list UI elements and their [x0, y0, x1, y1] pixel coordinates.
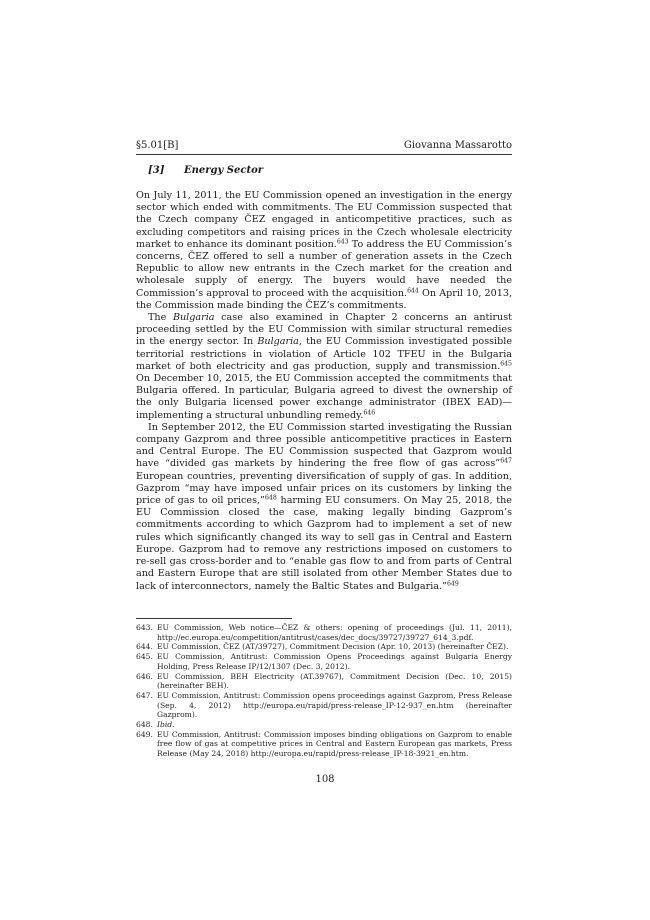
footnote-text: EU Commission, Antitrust: Commission imposes binding obligations on Gazprom to enable free flow of gas at competitive prices in Central and Eastern European gas markets, Press Release (May 24, 2018) http://europa.eu/rapid/press-release_IP-18-3921_en.htm. — [157, 729, 512, 759]
paragraph-gazprom — [136, 422, 512, 593]
page-number: 108 — [315, 774, 335, 785]
footnote-ref[interactable]: 645 — [500, 360, 512, 368]
footnote-text: EU Commission, Antitrust: Commission opens proceedings against Gazprom, Press Release (Sep. 4, 2012) http://europa.eu/rapid/press-release_IP-12-937_en.htm (hereinafter Gazprom). — [157, 690, 512, 720]
footnote-number: 649. — [136, 729, 153, 739]
footnote-number: 645. — [136, 652, 153, 662]
footnote-item — [136, 642, 512, 652]
text-run: On April 10, 2013, the Commission made binding the ČEZ’s commitments. — [136, 287, 512, 311]
footnote-number: 644. — [136, 642, 153, 652]
footnote-item — [136, 691, 512, 720]
case-name: Bulgaria — [257, 336, 299, 348]
footnote-number: 647. — [136, 690, 153, 700]
text-run: case also examined in Chapter 2 concerns an antirust proceeding settled by the EU Commission with similar structural remedies in the energy sector. In — [136, 312, 513, 348]
footnote-ref[interactable]: 648 — [264, 494, 277, 502]
paragraph-cez — [136, 190, 512, 312]
section-heading — [148, 164, 263, 177]
case-name: Bulgaria — [172, 312, 215, 324]
text-run: In September 2012, the EU Commission started investigating the Russian company Gazprom and three possible anticompetitive practices in Eastern and Central Europe. The EU Commission suspected that Gazprom would have “divided gas markets by hindering the free flow of gas across” — [136, 421, 512, 470]
footnote-text: EU Commission, Antitrust: Commission Opens Proceedings against Bulgaria Energy Holding, Press Release IP/12/1307 (Dec. 3, 2012). — [157, 652, 512, 671]
footnote-item — [136, 730, 512, 759]
text-run: On December 10, 2015, the EU Commission accepted the commitments that Bulgaria offered. In particular, Bulgaria agreed to divest the ownership of the only Bulgaria licensed power exchange administrator (IBEX EAD)—implementing a structural unbundling remedy. — [136, 373, 512, 421]
body-text — [136, 190, 512, 593]
running-header — [136, 139, 512, 152]
header-author: Giovanna Massarotto — [403, 140, 512, 151]
footnote-text: EU Commission, BEH Electricity (AT.39767), Commitment Decision (Dec. 10, 2015) (hereinafter BEH). — [157, 671, 512, 691]
header-section-ref: §5.01[B] — [136, 140, 179, 151]
text-run: To address the EU Commission’s concerns, ČEZ offered to sell a number of generation assets in the Czech Republic to allow new entrants in the Czech market for the creation and wholesale supply of energy. The buyers would have needed the Commission’s approval to proceed with the acquisition. — [136, 238, 512, 299]
footnote-rule — [136, 618, 292, 619]
footnotes — [136, 623, 512, 759]
text-run: The — [148, 312, 173, 324]
footnote-text: EU Commission, Web notice—ČEZ & others: opening of proceedings (Jul. 11, 2011), http://ec.europa.eu/competition/antitrust/cases/dec_docs/39727/39727_614_3.pdf. — [157, 623, 512, 642]
footnote-ref[interactable]: 643 — [336, 238, 349, 246]
footnote-item — [136, 623, 512, 642]
footnote-item — [136, 672, 512, 691]
footnote-ref[interactable]: 647 — [500, 457, 512, 465]
paragraph-bulgaria — [136, 312, 512, 422]
section-title: Energy Sector — [184, 165, 264, 176]
footnote-ref[interactable]: 649 — [446, 580, 459, 587]
footnote-number: 643. — [136, 623, 153, 632]
footnote-text: EU Commission, ČEZ (AT/39727), Commitment Decision (Apr. 10, 2013) (hereinafter ČEZ). — [157, 642, 509, 652]
header-rule — [136, 154, 512, 155]
footnote-item — [136, 652, 512, 671]
text-run: harming EU consumers. On May 25, 2018, the EU Commission closed the case, making legally binding Gazprom’s commitments according to which Gazprom had to implement a set of new rules which significantly changed its way to sell gas in Central and Eastern Europe. Gazprom had to remove any restrictions imposed on customers to re-sell gas cross-border and to “enable gas flow to and from parts of Central and Eastern Europe that are still isolated from other Member States due to lack of interconnectors, namely the Baltic States and Bulgaria.” — [136, 495, 512, 592]
footnote-text: Ibid. — [157, 720, 175, 730]
footnote-number: 648. — [136, 720, 153, 730]
footnote-item — [136, 720, 512, 730]
text-run: On July 11, 2011, the EU Commission opened an investigation in the energy sector which ended with commitments. The EU Commission suspected that the Czech company ČEZ engaged in anticompetitive practices, such as excluding competitors and raising prices in the Czech wholesale electricity market to enhance its dominant position. — [136, 190, 512, 250]
text-run: European countries, preventing diversification of supply of gas. In addition, Gazprom “may have imposed unfair prices on its customers by linking the price of gas to oil prices,” — [136, 470, 512, 507]
footnote-ref[interactable]: 646 — [363, 409, 376, 417]
section-number: [3] — [148, 165, 165, 176]
footnote-number: 646. — [136, 671, 153, 681]
footnote-ref[interactable]: 644 — [407, 287, 419, 295]
text-run: , the EU Commission investigated possible territorial restrictions in violation of Article 102 TFEU in the Bulgaria market of both electricity and gas production, supply and transmission. — [136, 336, 513, 372]
